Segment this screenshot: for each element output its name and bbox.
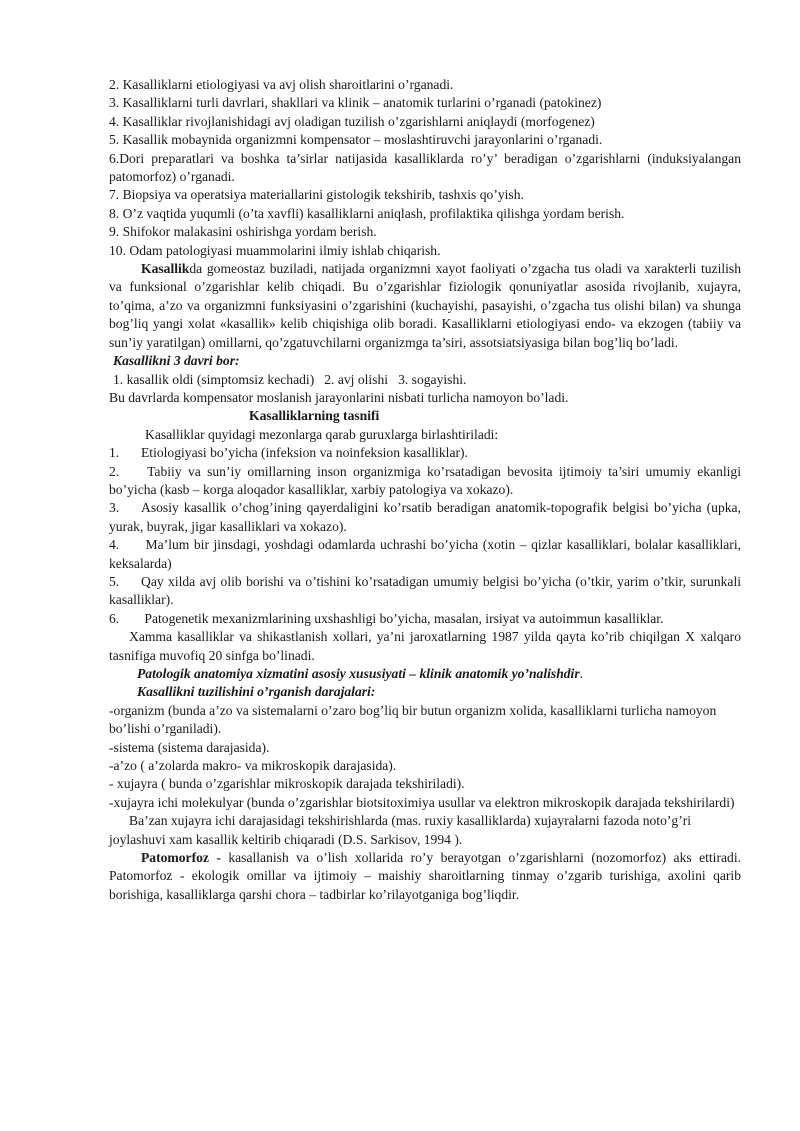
level-item: - xujayra ( bunda o’zgarishlar mikroskopik darajada tekshiriladi). [109,776,465,792]
bazan-paragraph: Ba’zan xujayra ichi darajasidagi tekshirishlarda (mas. ruxiy kasalliklarda) xujayralarni fazoda noto’g’ri joylashuvi xam kasallik keltirib chiqaradi (D.S. Sarkisov, 1994 ). [109,813,692,847]
item-text: Ma’lum bir jinsdagi, yoshdagi odamlarda uchrashi bo’yicha (xotin – qizlar kasalliklari, bolalar kasalliklari, keksalarda) [109,537,741,571]
levels-heading: Kasallikni tuzilishini o’rganish darajalari: [137,684,376,700]
item-text: Asosiy kasallik o’chog’ining qayerdaligini ko’rsatib beradigan anatomik-topografik belgisi bo’yicha (upka, yurak, buyrak, jigar kasalliklari va xokazo). [109,500,741,534]
item-number: 3. [109,500,120,516]
kasallik-text: da gomeostaz buziladi, natijada organizmni xayot faoliyati o’zgacha tus oladi va xarakterli tuzilish va funksional o’zgarishlar kelib chiqadi. Bu o’zgarishlar fiziologik qonuniyatlar asosida rivojlanib, xujayra, to’qima, a’zo va organizmni funksiyasini o’zgarishini (kuchayishi, pasayishi, o’zgacha tus olishi bilan) va shunga bog’liq yangi xolat «kasallik» kelib chiqishiga olib boradi. Kasalliklarni etiologiyasi endo- va ekzogen (tabiiy va sun’iy yaratilgan) omillarni, qo’zgatuvchilarni organizmga ta’siri, assotsiatsiyasiga bilan bog’liq bo’ladi. [109,261,741,350]
patomorfoz-text: kasallanish va o’lish xollarida ro’y berayotgan o’zgarishlarni (nozomorfoz) aks ettiradi. Patomorfoz - ekologik omillar va ijtimoiy – maishiy sharoitlarning tinmay o’zgarib turishiga, axolini qarib borishiga, kasalliklarga qarshi chora – tadbirlar ko’rilayotganiga bog’liqdir. [109,850,741,902]
period-item: 1. kasallik oldi (simptomsiz kechadi) [113,371,315,387]
level-item: -xujayra ichi molekulyar (bunda o’zgarishlar biotsitoximiya usullar va elektron mikroskopik darajada tekshirilardi) [109,794,735,810]
periods-note: Bu davrlarda kompensator moslanish jarayonlarini nisbati turlicha namoyon bo’ladi. [109,389,569,405]
tasnif-item [109,536,741,573]
item-number: 4. [109,537,120,553]
tasnif-title: Kasalliklarning tasnifi [249,408,380,424]
tasnif-item [109,463,741,500]
periods-heading: Kasallikni 3 davri bor: [113,353,240,369]
item-number: 1. [109,445,120,461]
list-item: 4. Kasalliklar rivojlanishidagi avj oladigan tuzilish o’zgarishlarni aniqlaydi (morfogenez) [109,113,595,129]
item-number: 2. [109,463,120,479]
item-text: Patogenetik mexanizmlarining uxshashligi bo’yicha, masalan, irsiyat va autoimmun kasalliklar. [141,610,664,626]
level-item: -a’zo ( a’zolarda makro- va mikroskopik darajasida). [109,758,397,774]
list-item: 9. Shifokor malakasini oshirishga yordam berish. [109,224,377,240]
document-page [109,76,741,904]
tasnif-list [109,444,741,628]
kasallik-paragraph [109,260,741,352]
list-item: 7. Biopsiya va operatsiya materiallarini gistologik tekshirib, tashxis qo’yish. [109,187,524,203]
tasnif-item [109,610,741,628]
item-text: Etiologiyasi bo’yicha (infeksion va noinfeksion kasalliklar). [141,445,468,461]
item-number: 5. [109,573,120,589]
list-item: 6.Dori preparatlari va boshka ta’sirlar natijasida kasalliklarda ro’y’ beradigan o’zgarishlarni (induksiyalangan patomorfoz) o’rganadi. [109,150,741,185]
level-item: -sistema (sistema darajasida). [109,739,270,755]
patologik-line [109,665,741,683]
item-text: Qay xilda avj olib borishi va o’tishini ko’rsatadigan umumiy belgisi bo’yicha (o’tkir, yarim o’tkir, surunkali kasalliklar). [109,573,741,608]
levels-list [109,702,741,812]
period-item: 3. sogayishi. [398,371,467,387]
level-item: -organizm (bunda a’zo va sistemalarni o’zaro bog’liq bir butun organizm xolida, kasalliklarni turlicha namoyon bo’lishi o’rganiladi). [109,702,717,737]
tasnif-item [109,499,741,536]
kasallik-term: Kasallik [141,261,190,277]
period-item: 2. avj olishi [324,371,389,387]
tasnif-intro: Kasalliklar quyidagi mezonlarga qarab guruxlarga birlashtiriladi: [145,426,499,442]
item-number: 6. [109,610,120,626]
patologik-statement: Patologik anatomiya xizmatini asosiy xususiyati – klinik anatomik yo’nalishdir [137,666,580,681]
patologik-tail: . [579,666,584,681]
patomorfoz-paragraph [109,849,741,904]
tasnif-item [109,444,741,462]
periods-list [109,371,741,389]
list-item: 5. Kasallik mobaynida organizmni kompensator – moslashtiruvchi jarayonlarini o’rganadi. [109,132,603,148]
patomorfoz-term: Patomorfoz - [141,850,221,866]
item-text: Tabiiy va sun’iy omillarning inson organizmiga ko’rsatadigan bevosita ijtimoiy ta’siri umumiy ekanligi bo’yicha (kasb – korga aloqador kasalliklar, xarbiy patologiya va xokazo). [109,463,741,497]
objectives-list [109,76,741,260]
list-item: 8. O’z vaqtida yuqumli (o’ta xavfli) kasalliklarni aniqlash, profilaktika qilishga yordam berish. [109,205,625,221]
list-item: 3. Kasalliklarni turli davrlari, shakllari va klinik – anatomik turlarini o’rganadi (patokinez) [109,95,602,111]
tasnif-item [109,573,741,610]
list-item: 10. Odam patologiyasi muammolarini ilmiy ishlab chiqarish. [109,242,441,258]
xamma-paragraph: Xamma kasalliklar va shikastlanish xollari, ya’ni jaroxatlarning 1987 yilda qayta ko’rib chiqilgan X xalqaro tasnifiga muvofiq 20 sinfga bo’linadi. [109,629,741,663]
list-item: 2. Kasalliklarni etiologiyasi va avj olish sharoitlarini o’rganadi. [109,77,454,92]
